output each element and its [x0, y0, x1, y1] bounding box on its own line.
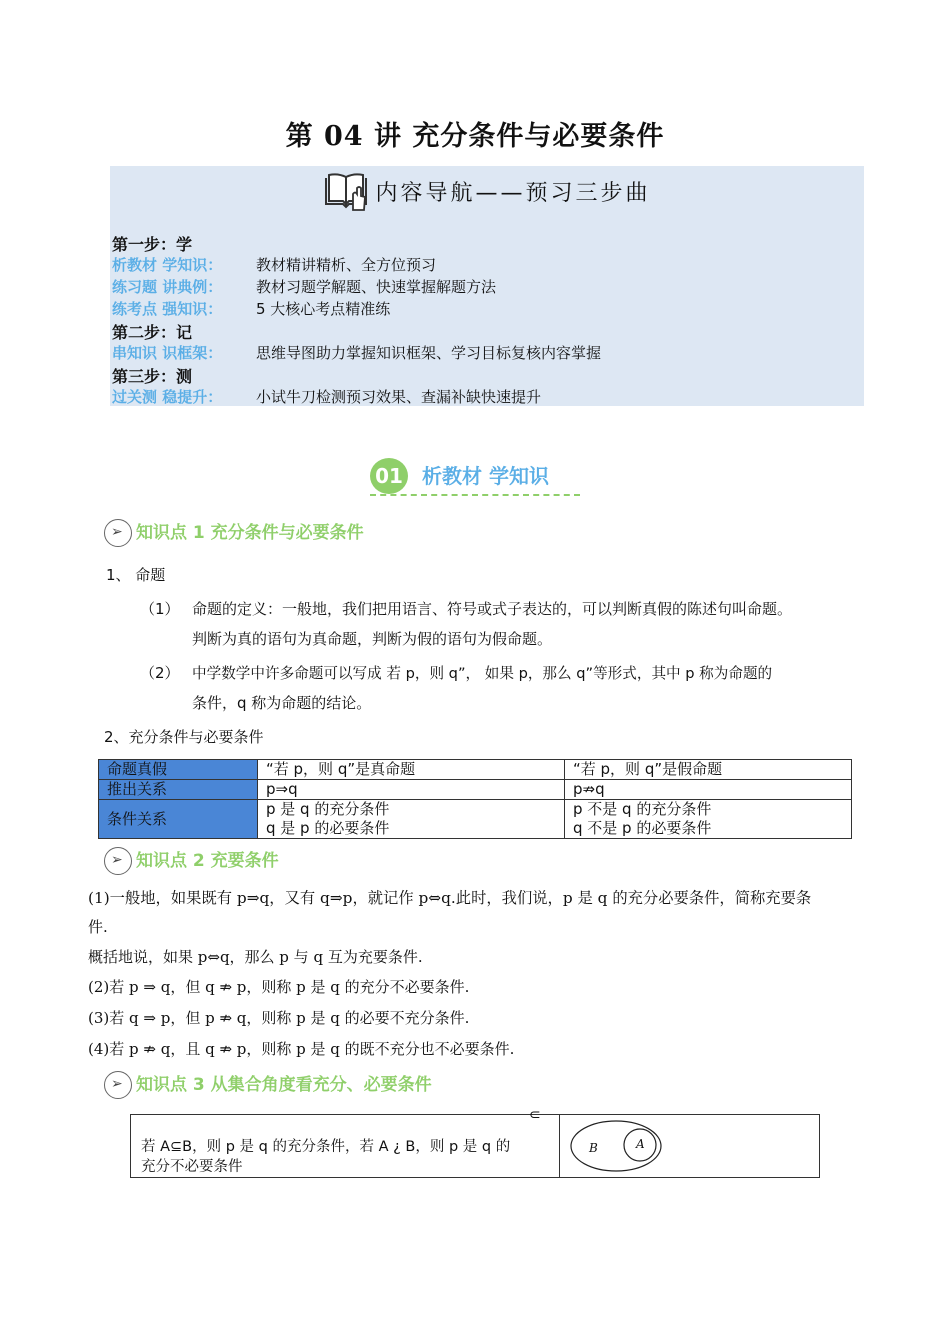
book-hand-icon	[323, 170, 369, 218]
set-text-line1: 若 A⊆B，则 p 是 q 的充分条件，若 A ¿ B，则 p 是 q 的	[141, 1139, 511, 1155]
kp1-title: 知识点 1 充分条件与必要条件	[136, 523, 364, 543]
nav-row-1	[112, 254, 436, 275]
arrow-circle-icon: ➢	[104, 1071, 132, 1099]
nav-row-3-key: 练考点 强知识：	[112, 300, 223, 318]
nav-row-1-value: 教材精讲精析、全方位预习	[256, 256, 437, 274]
table-cell	[258, 800, 565, 839]
kp1-p2-number: （2）	[140, 664, 180, 682]
nav-heading-text: 内容导航——预习三步曲	[375, 181, 651, 206]
set-relation-box	[130, 1107, 820, 1178]
kp2-line-5: (4)若 p ⇏ q，且 q ⇏ p，则称 p 是 q 的既不充分也不必要条件.	[88, 1040, 515, 1058]
section-underline	[370, 494, 580, 496]
kp2-title: 知识点 2 充要条件	[136, 851, 279, 871]
section-01-badge	[368, 456, 588, 496]
nav-row-4	[112, 342, 601, 363]
section-label: 析教材 学知识	[422, 464, 549, 488]
kp2-line-1a: (1)一般地，如果既有 p⇒q，又有 q⇒p，就记作 p⇔q.此时，我们说，p 是 q 的充分必要条件，简称充要条	[88, 889, 812, 907]
nav-row-4-key: 串知识 识框架：	[112, 344, 223, 362]
table-row	[99, 760, 852, 780]
table-header-cell: 条件关系	[99, 800, 258, 839]
kp2-line-1b: 件.	[88, 918, 108, 936]
nav-row-2-key: 练习题 讲典例：	[112, 278, 223, 296]
cell-line: p 不是 q 的充分条件	[573, 800, 712, 818]
kp1-item-2: 2、充分条件与必要条件	[104, 728, 264, 746]
nav-row-2	[112, 276, 496, 297]
kp1-p1-number: （1）	[140, 600, 180, 618]
condition-table	[98, 759, 852, 839]
nav-row-3	[112, 298, 390, 319]
set-text-line2: 充分不必要条件	[141, 1159, 243, 1175]
nav-row-1-key: 析教材 学知识：	[112, 256, 223, 274]
table-header-cell: 命题真假	[99, 760, 258, 780]
knowledge-point-3-heading	[104, 1070, 432, 1099]
knowledge-point-2-heading	[104, 846, 279, 875]
kp2-line-4: (3)若 q ⇒ p，但 p ⇏ q，则称 p 是 q 的必要不充分条件.	[88, 1009, 470, 1027]
nav-row-2-value: 教材习题学解题、快速掌握解题方法	[256, 278, 497, 296]
content-navigation-box	[110, 166, 864, 406]
page-title: 第 04 讲 充分条件与必要条件	[285, 121, 665, 152]
cell-divider	[559, 1115, 560, 1177]
kp2-line-2: 概括地说，如果 p⇔q，那么 p 与 q 互为充要条件.	[88, 948, 423, 966]
arrow-circle-icon: ➢	[104, 519, 132, 547]
set-a-label: A	[636, 1137, 645, 1151]
kp1-p2-line1: 中学数学中许多命题可以写成 若 p，则 q”， 如果 p，那么 q”等形式，其中 p 称为命题的	[192, 665, 773, 682]
table-row	[99, 800, 852, 839]
cell-line: p 是 q 的充分条件	[266, 800, 390, 818]
nav-row-4-value: 思维导图助力掌握知识框架、学习目标复核内容掌握	[256, 344, 602, 362]
set-b-label: B	[589, 1141, 598, 1155]
table-header-cell: 推出关系	[99, 780, 258, 800]
cell-line: q 是 p 的必要条件	[266, 819, 390, 837]
table-cell: “若 p，则 q”是真命题	[258, 760, 565, 780]
nav-row-5-value: 小试牛刀检测预习效果、查漏补缺快速提升	[256, 388, 542, 406]
table-cell	[565, 800, 852, 839]
kp3-title: 知识点 3 从集合角度看充分、必要条件	[136, 1075, 432, 1095]
kp1-p1-line1: 命题的定义：一般地，我们把用语言、符号或式子表达的，可以判断真假的陈述句叫命题。	[192, 600, 793, 618]
nav-heading	[110, 170, 864, 218]
table-cell: “若 p，则 q”是假命题	[565, 760, 852, 780]
step-2: 第二步：记	[112, 323, 193, 342]
kp1-p1-line2: 判断为真的语句为真命题，判断为假的语句为假命题。	[192, 630, 553, 648]
table-cell: p⇏q	[565, 780, 852, 800]
nav-row-5	[112, 386, 541, 407]
section-number: 01	[370, 458, 408, 494]
nav-row-3-value: 5 大核心考点精准练	[256, 300, 391, 318]
kp1-item-1: 1、 命题	[106, 566, 166, 584]
step-3: 第三步：测	[112, 367, 193, 386]
nav-row-5-key: 过关测 稳提升：	[112, 388, 223, 406]
cell-line: q 不是 p 的必要条件	[573, 819, 712, 837]
venn-diagram	[569, 1119, 663, 1173]
table-cell: p⇒q	[258, 780, 565, 800]
kp2-line-3: (2)若 p ⇒ q，但 q ⇏ p，则称 p 是 q 的充分不必要条件.	[88, 978, 470, 996]
proper-subset-symbol: ⊂	[529, 1107, 541, 1123]
arrow-circle-icon: ➢	[104, 847, 132, 875]
table-row	[99, 780, 852, 800]
knowledge-point-1-heading	[104, 518, 364, 547]
kp1-p2-line2: 条件，q 称为命题的结论。	[192, 694, 372, 712]
step-1: 第一步：学	[112, 235, 193, 254]
